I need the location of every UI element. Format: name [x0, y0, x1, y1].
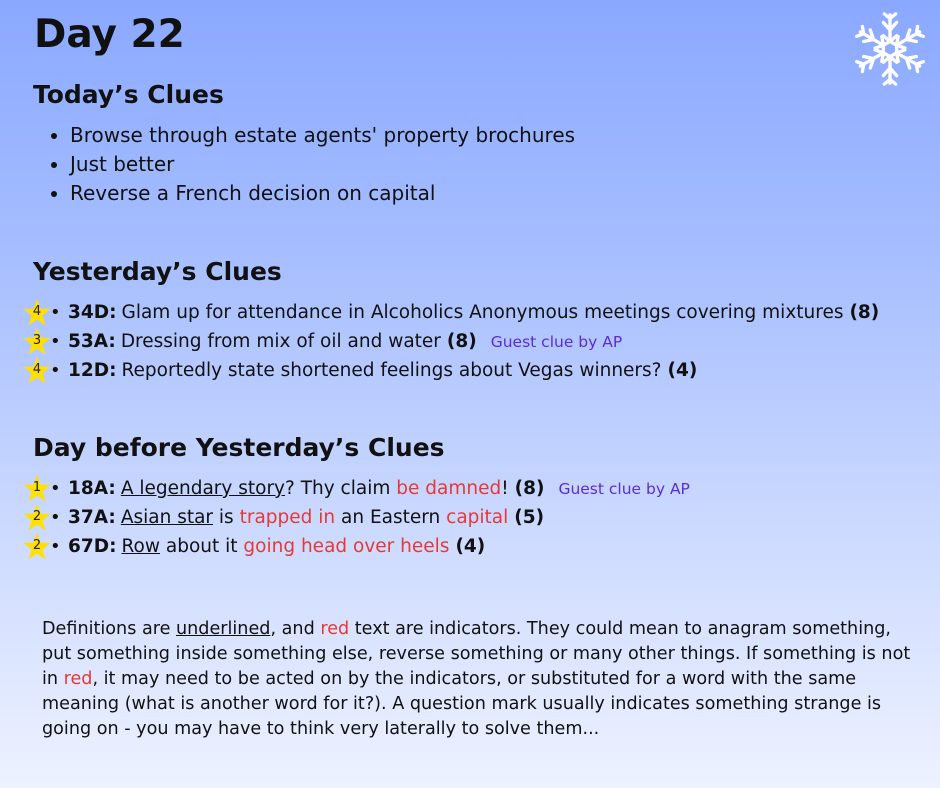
clue-length: (8)	[514, 478, 545, 499]
yesterday-heading: Yesterday’s Clues	[33, 257, 282, 286]
clue-fragment: !	[501, 478, 509, 499]
today-clue: • Just better	[70, 150, 575, 179]
clue-row	[22, 356, 879, 385]
star-rating: 1	[32, 480, 42, 495]
star-rating: 3	[32, 333, 42, 348]
star-icon	[22, 503, 52, 532]
clue-text: Reportedly state shortened feelings about Vegas winners?	[121, 360, 662, 381]
clue-fragment: is	[213, 507, 240, 528]
definition: Row	[121, 536, 160, 557]
clue-length: (5)	[514, 507, 545, 528]
clue-text: Dressing from mix of oil and water	[120, 331, 441, 352]
clue-fragment: an Eastern	[335, 507, 447, 528]
note-text: Definitions are	[42, 619, 176, 639]
clue-text	[121, 507, 508, 528]
note-red: red	[63, 669, 93, 689]
indicator: capital	[446, 507, 509, 528]
bullet: •	[50, 359, 61, 381]
definition: Asian star	[120, 507, 214, 528]
star-icon	[22, 298, 52, 327]
explanation-note	[42, 617, 912, 742]
indicator: be damned	[396, 478, 502, 499]
clue-row	[22, 532, 690, 561]
clue-fragment: about it	[159, 536, 244, 557]
clue-fragment: ? Thy claim	[285, 478, 397, 499]
clue-id: 53A:	[68, 331, 116, 352]
clue-id: 37A:	[68, 507, 116, 528]
clue-id: 34D:	[68, 302, 117, 323]
bullet: •	[50, 301, 61, 323]
star-rating: 4	[32, 362, 42, 377]
bullet: •	[50, 506, 61, 528]
yesterday-clue-list	[22, 298, 879, 385]
star-icon	[22, 356, 52, 385]
note-red: red	[320, 619, 350, 639]
today-clue: • Reverse a French decision on capital	[70, 179, 575, 208]
clue-row	[22, 503, 690, 532]
indicator: going head over heels	[243, 536, 450, 557]
note-text: , and	[270, 619, 321, 639]
clue-id: 67D:	[68, 536, 117, 557]
star-icon	[22, 327, 52, 356]
guest-credit: Guest clue by AP	[558, 479, 690, 498]
star-icon	[22, 532, 52, 561]
note-text: text are indicators. They could mean to anagram something, put something inside something else, reverse something or many other things. If something is not in	[42, 619, 911, 689]
star-rating: 2	[32, 538, 42, 553]
clue-id: 18A:	[68, 478, 116, 499]
clue-row	[22, 327, 879, 356]
bullet: •	[50, 477, 61, 499]
bullet: •	[50, 535, 61, 557]
clue-text	[121, 478, 509, 499]
star-icon	[22, 474, 52, 503]
clue-length: (8)	[446, 331, 477, 352]
star-rating: 2	[32, 509, 42, 524]
snowflake-icon	[852, 9, 928, 89]
clue-row	[22, 298, 879, 327]
note-underlined: underlined	[176, 619, 271, 639]
clue-length: (4)	[667, 360, 698, 381]
clue-text	[122, 536, 450, 557]
clue-id: 12D:	[68, 360, 117, 381]
guest-credit: Guest clue by AP	[490, 332, 623, 351]
page-title: Day 22	[34, 12, 185, 57]
clue-length: (8)	[849, 302, 880, 323]
today-heading: Today’s Clues	[33, 80, 224, 109]
today-clue-list	[34, 121, 575, 208]
definition: A legendary story	[120, 478, 285, 499]
note-text: , it may need to be acted on by the indicators, or substituted for a word with the same meaning (what is another word for it?). A question mark usually indicates something strange is going on - you may have to think very laterally to solve them...	[42, 669, 882, 739]
clue-row	[22, 474, 690, 503]
indicator: trapped in	[239, 507, 336, 528]
clue-text: Glam up for attendance in Alcoholics Anonymous meetings covering mixtures	[121, 302, 844, 323]
day-before-clue-list	[22, 474, 690, 561]
clue-length: (4)	[455, 536, 486, 557]
bullet: •	[50, 330, 61, 352]
day-before-heading: Day before Yesterday’s Clues	[33, 433, 445, 462]
star-rating: 4	[32, 304, 42, 319]
today-clue: • Browse through estate agents' property brochures	[70, 121, 575, 150]
